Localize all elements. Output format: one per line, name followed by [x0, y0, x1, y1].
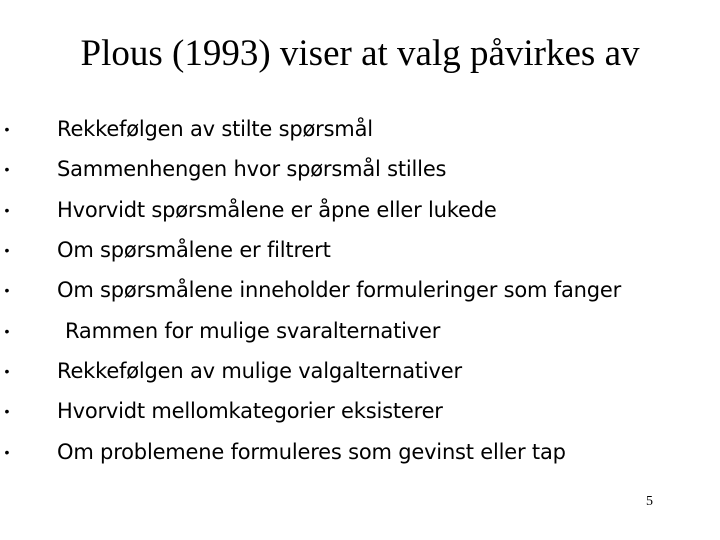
- bullet-text: Rekkefølgen av stilte spørsmål: [57, 117, 373, 142]
- bullet-text: Hvorvidt mellomkategorier eksisterer: [57, 399, 443, 424]
- bullet-text: Om problemene formuleres som gevinst eller tap: [57, 439, 566, 464]
- list-item: [0, 391, 720, 431]
- page-number: 5: [646, 494, 653, 509]
- bullet-text: Om spørsmålene er filtrert: [57, 238, 331, 263]
- bullet-text: Sammenhengen hvor spørsmål stilles: [57, 157, 447, 182]
- bullet-icon: •: [4, 121, 10, 138]
- bullet-text: Rammen for mulige svaralternativer: [65, 318, 441, 343]
- list-item: [0, 109, 720, 149]
- bullet-icon: •: [4, 242, 10, 259]
- bullet-icon: •: [4, 201, 10, 218]
- list-item: [0, 310, 720, 350]
- bullet-text: Rekkefølgen av mulige valgalternativer: [57, 358, 462, 383]
- bullet-text: Hvorvidt spørsmålene er åpne eller lukede: [57, 197, 497, 222]
- list-item: [0, 351, 720, 391]
- bullet-icon: •: [4, 282, 10, 299]
- bullet-list: [0, 109, 720, 472]
- bullet-icon: •: [4, 161, 10, 178]
- bullet-icon: •: [4, 403, 10, 420]
- list-item: [0, 190, 720, 230]
- bullet-icon: •: [4, 362, 10, 379]
- bullet-icon: •: [4, 443, 10, 460]
- list-item: [0, 431, 720, 471]
- slide-title: Plous (1993) viser at valg påvirkes av: [80, 33, 640, 74]
- list-item: [0, 230, 720, 270]
- bullet-icon: •: [4, 322, 10, 339]
- list-item: [0, 149, 720, 189]
- list-item: [0, 270, 720, 310]
- bullet-text: Om spørsmålene inneholder formuleringer som fanger: [57, 278, 622, 303]
